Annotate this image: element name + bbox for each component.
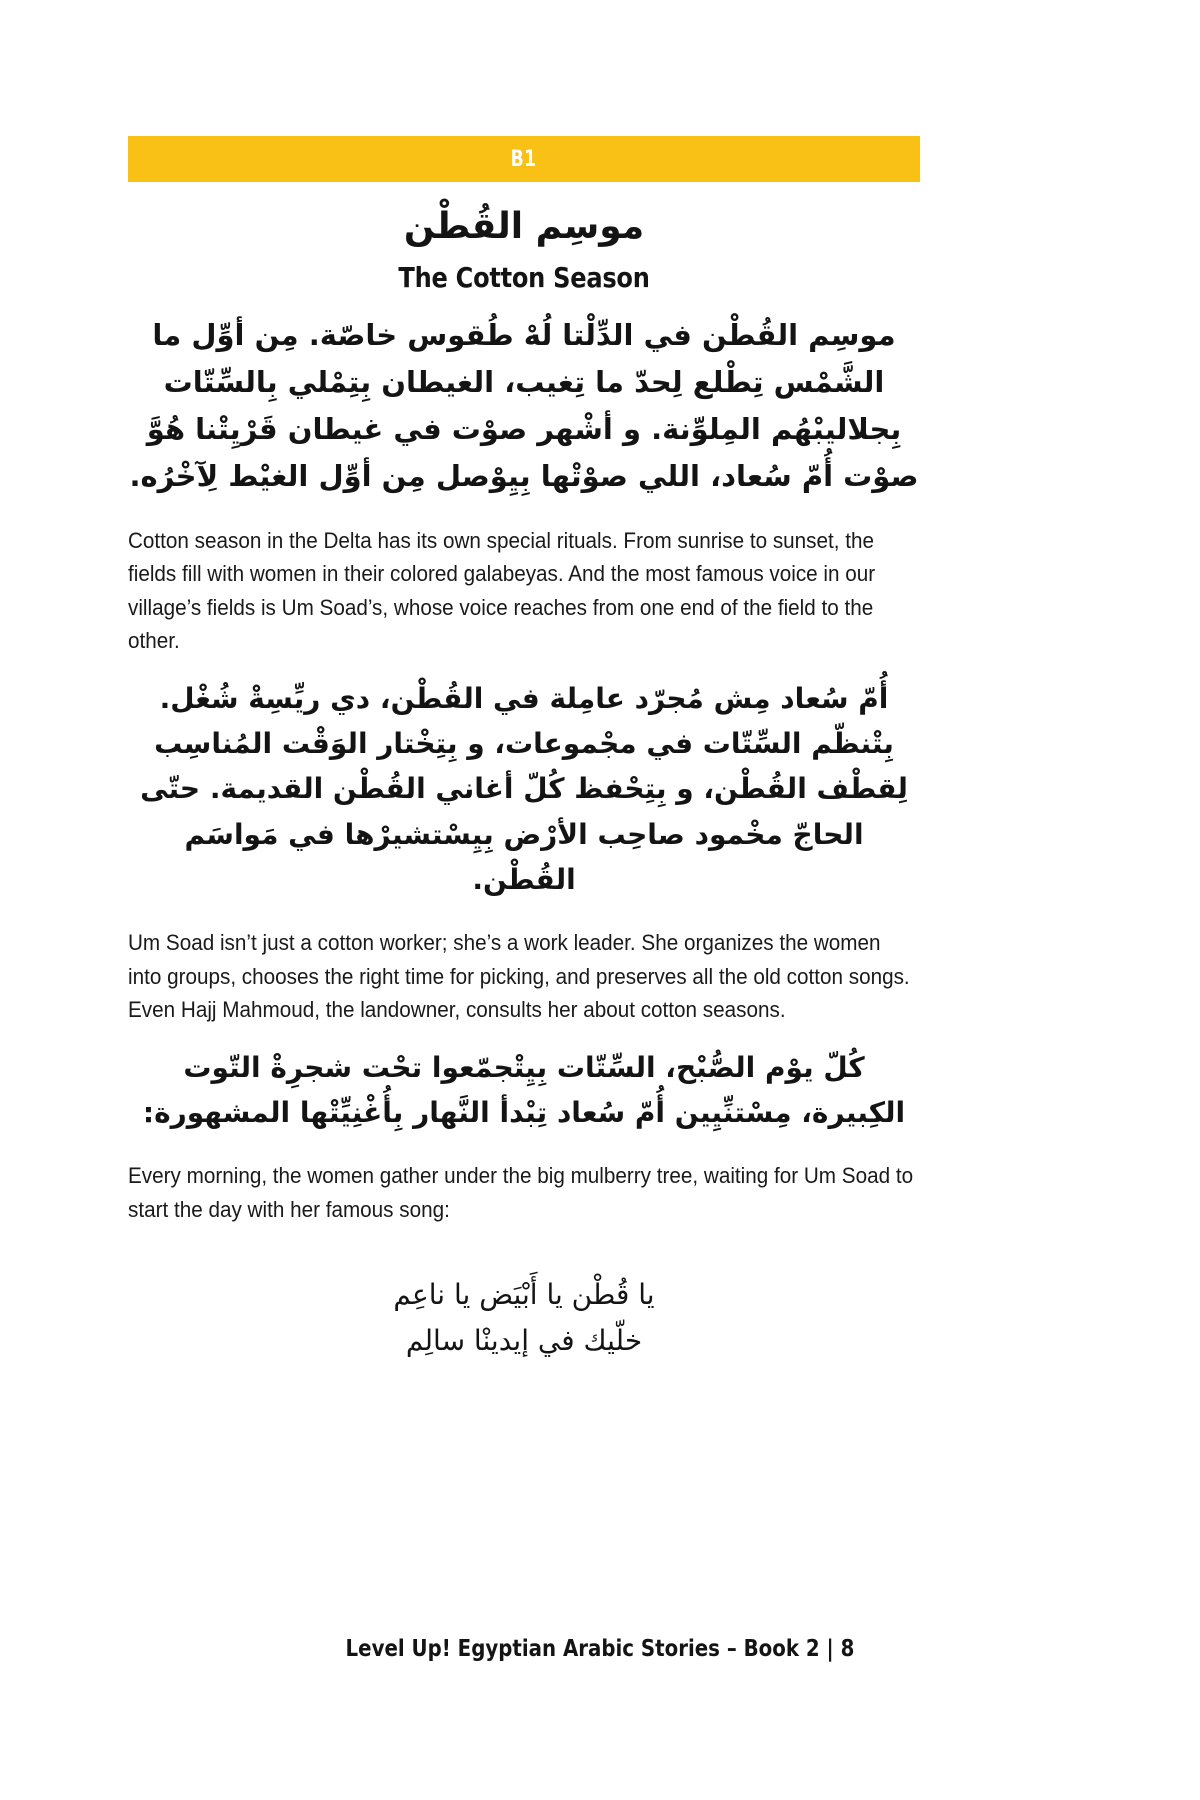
song-line-2: خلّيك في إيدينْا سالِم — [405, 1323, 643, 1357]
song-verse-block — [128, 1272, 920, 1363]
page-title-english: The Cotton Season — [398, 261, 650, 294]
story-paragraph-arabic-1: موسِم القُطْن في الدِّلْتا لُهْ طُقوس خاصّة. مِن أوِّل ما الشَّمْس تِطْلع لِحدّ ما تِغيب، الغيطان بِتِمْلي بِالسِّتّات بِجلاليبْهُم المِلوِّنة. و أشْهر صوْت في غيطان قَرْيِتْنا هُوَّ صوْت أُمّ سُعاد، اللي صوْتْها بِيِوْصل مِن أوِّل الغيْط لِآخْرُه. — [129, 318, 919, 493]
story-paragraph-english-3: Every morning, the women gather under the big mulberry tree, waiting for Um Soad to start the day with her famous song: — [128, 1163, 914, 1222]
story-paragraph-english-1: Cotton season in the Delta has its own special rituals. From sunrise to sunset, the fields fill with women in their colored galabeyas. And the most famous voice in our village’s fields is Um Soad’s, whose voice reaches from one end of the field to the other. — [128, 527, 876, 654]
story-paragraph-english-2: Um Soad isn’t just a cotton worker; she’s a work leader. She organizes the women into groups, chooses the right time for picking, and preserves all the old cotton songs. Even Hajj Mahmoud, the landowner, consults her about cotton seasons. — [128, 930, 910, 1023]
story-paragraph-arabic-2: أُمّ سُعاد مِش مُجرّد عامِلة في القُطْن، دي ريِّسِةْ شُغْل. بِتْنظّم السِّتّات في مجْموعات، و بِتِخْتار الوَقْت المُناسِب لِقطْف القُطْن، و بِتِحْفظ كُلّ أغاني القُطْن القديمة. حتّى الحاجّ مخْمود صاحِب الأرْض بِيِسْتشيرْها في مَواسَم القُطْن. — [140, 681, 908, 897]
story-paragraph-arabic-3: كُلّ يوْم الصُّبْح، السِّتّات بِيِتْجمّعوا تحْت شجرِةْ التّوت الكِبيرة، مِسْتنِّيِين أُمّ سُعاد تِبْدأ النَّهار بِأُغْنِيِّتْها المشهورة: — [142, 1050, 906, 1130]
song-line-1: يا قُطْن يا أَبْيَض يا ناعِم — [393, 1278, 655, 1312]
level-badge-band — [128, 136, 920, 182]
page-footer: Level Up! Egyptian Arabic Stories – Book 2 | 8 — [345, 1636, 855, 1662]
level-badge-label: B1 — [511, 146, 537, 172]
page-content — [128, 0, 920, 1363]
page-title-arabic: موسِم القُطْن — [403, 206, 645, 247]
